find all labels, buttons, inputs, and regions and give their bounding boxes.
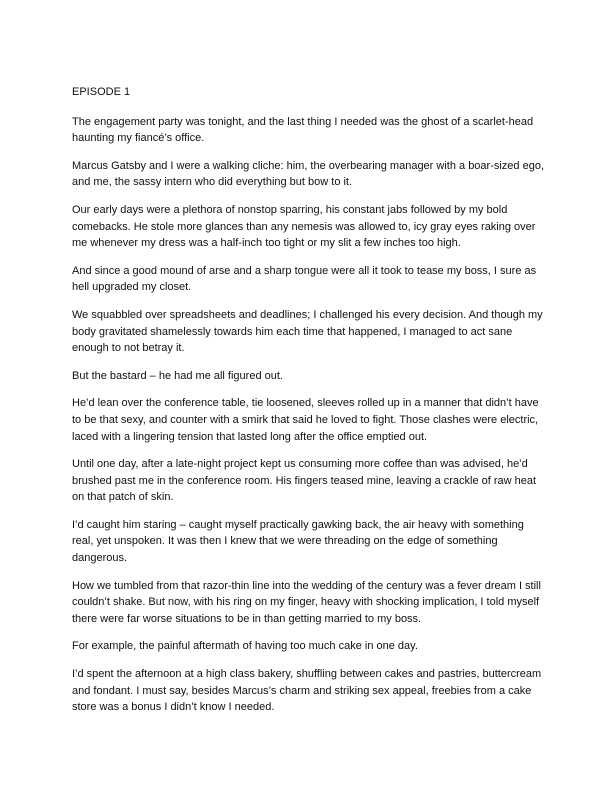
paragraph: The engagement party was tonight, and the last thing I needed was the ghost of a scarlet-head haunting my fiancé’s office. xyxy=(72,115,534,145)
paragraph: How we tumbled from that razor-thin line into the wedding of the century was a fever dream I still couldn’t shake. But now, with his ring on my finger, heavy with shocking implication, I told myself there were far worse situations to be in than getting married to my boss. xyxy=(72,579,541,625)
episode-heading: EPISODE 1 xyxy=(72,86,131,98)
paragraph: He’d lean over the conference table, tie loosened, sleeves rolled up in a manner that didn’t have to be that sexy, and counter with a smirk that said he loved to fight. Those clashes were electric, laced with a lingering tension that lasted long after the office emptied out. xyxy=(72,397,539,443)
document-body xyxy=(72,84,547,727)
paragraph: But the bastard – he had me all figured out. xyxy=(72,369,283,382)
paragraph: And since a good mound of arse and a sharp tongue were all it took to tease my boss, I sure as hell upgraded my closet. xyxy=(72,264,537,294)
paragraph: Our early days were a plethora of nonstop sparring, his constant jabs followed by my bold comebacks. He stole more glances than any nemesis was allowed to, icy gray eyes raking over me whenever my dress was a half-inch too tight or my slit a few inches too high. xyxy=(72,203,536,250)
paragraph: We squabbled over spreadsheets and deadlines; I challenged his every decision. And though my body gravitated shamelessly towards him each time that happened, I managed to act sane enough to not betray it. xyxy=(72,308,543,355)
paragraph: Marcus Gatsby and I were a walking cliche: him, the overbearing manager with a boar-sized ego, and me, the sassy intern who did everything but bow to it. xyxy=(72,159,545,189)
paragraph: I’d spent the afternoon at a high class bakery, shuffling between cakes and pastries, buttercream and fondant. I must say, besides Marcus’s charm and striking sex appeal, freebies from a cake store was a bonus I didn’t know I needed. xyxy=(72,668,542,714)
paragraph: I’d caught him staring – caught myself practically gawking back, the air heavy with something real, yet unspoken. It was then I knew that we were threading on the edge of something dangerous. xyxy=(72,518,524,565)
paragraph: Until one day, after a late-night project kept us consuming more coffee than was advised, he’d brushed past me in the conference room. His fingers teased mine, leaving a crackle of raw heat on that patch of skin. xyxy=(72,458,537,504)
paragraph: For example, the painful aftermath of having too much cake in one day. xyxy=(72,640,418,653)
